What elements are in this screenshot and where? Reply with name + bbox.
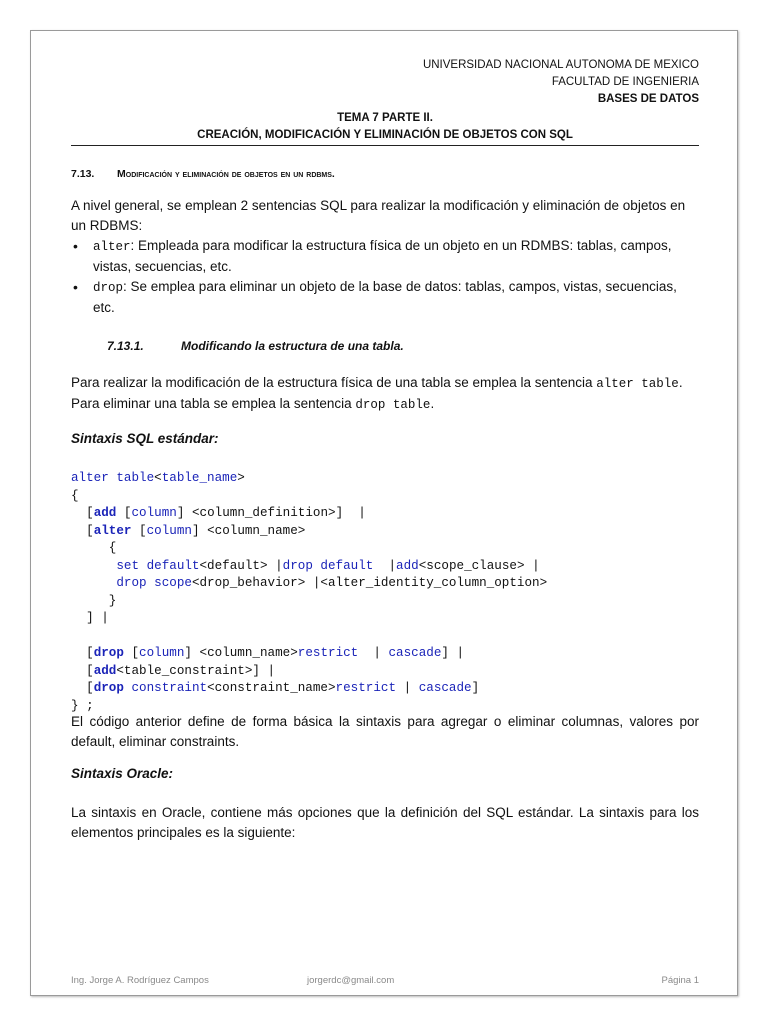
code-text: [ <box>123 646 140 660</box>
code-text: [ <box>71 681 94 695</box>
university-name: UNIVERSIDAD NACIONAL AUTONOMA DE MEXICO <box>422 59 699 71</box>
code-keyword: drop scope <box>116 576 192 590</box>
text-span: . <box>678 375 683 390</box>
code-keyword: table_name <box>161 471 238 485</box>
document-header <box>423 57 699 108</box>
modify-paragraph <box>71 373 699 415</box>
code-text: } <box>71 593 117 608</box>
code-keyword: restrict <box>297 646 359 660</box>
code-text: <constraint_name> <box>207 681 336 695</box>
oracle-paragraph: La sintaxis en Oracle, contiene más opciones que la definición del SQL estándar. La sintaxis para los elementos principales es la siguiente: <box>71 805 699 840</box>
code-text: | <box>358 646 389 660</box>
code-keyword: set default <box>116 558 200 573</box>
document-page <box>30 30 738 996</box>
faculty-name: FACULTAD DE INGENIERIA <box>551 76 699 88</box>
inline-code: alter table <box>596 377 679 391</box>
code-text: [ <box>71 506 94 520</box>
section-title: Modificación y eliminación de objetos en un rdbms. <box>117 168 335 180</box>
intro-block <box>71 196 699 318</box>
footer-email: jorgerdc@gmail.com <box>307 975 395 986</box>
code-text: <scope_clause> | <box>418 558 540 573</box>
code-text: | <box>396 681 419 695</box>
code-keyword: restrict <box>335 681 397 695</box>
text-span: Para eliminar una tabla se emplea la sentencia <box>71 396 356 411</box>
code-text: [ <box>71 523 94 538</box>
code-keyword: add <box>396 558 419 573</box>
code-text: <drop_behavior> |<alter_identity_column_option> <box>191 576 548 590</box>
inline-code: drop table <box>355 398 431 412</box>
footer-author: Ing. Jorge A. Rodríguez Campos <box>71 975 209 986</box>
text-span: . <box>430 396 435 411</box>
code-text: { <box>71 541 117 555</box>
code-keyword: alter table <box>71 471 155 485</box>
code-text: ] | <box>71 611 109 625</box>
code-keyword: drop <box>93 681 124 695</box>
bullet-code: alter <box>93 240 131 254</box>
heading-standard-syntax: Sintaxis SQL estándar: <box>71 431 219 446</box>
subsection-heading <box>107 339 404 353</box>
code-keyword: cascade <box>418 681 472 695</box>
code-text: [ <box>71 646 94 660</box>
code-text: ] <column_name> <box>191 523 306 538</box>
code-keyword: column <box>146 523 192 538</box>
code-text: [ <box>71 663 94 678</box>
code-keyword: alter <box>93 523 132 538</box>
code-text: ] <box>471 681 480 695</box>
code-text: } ; <box>71 698 94 713</box>
code-text: ] <column_name> <box>184 646 298 660</box>
code-text <box>71 559 116 573</box>
list-item <box>71 277 699 318</box>
code-text: [ <box>131 523 147 538</box>
code-keyword: add <box>93 663 117 678</box>
section-number: 7.13. <box>71 168 95 180</box>
code-text: > <box>237 471 245 485</box>
code-keyword: cascade <box>388 646 442 660</box>
code-keyword: drop <box>93 646 124 660</box>
course-name: BASES DE DATOS <box>597 93 699 105</box>
footer-page-number: Página 1 <box>661 975 699 986</box>
list-item <box>71 236 699 277</box>
code-text: [ <box>116 506 132 520</box>
code-text: ] <column_definition>] | <box>176 506 366 520</box>
topic-line-2: CREACIÓN, MODIFICACIÓN Y ELIMINACIÓN DE OBJETOS CON SQL <box>197 129 573 141</box>
code-text: < <box>154 471 162 485</box>
bullet-text: : Se emplea para eliminar un objeto de la base de datos: tablas, campos, vistas, secuencias, etc. <box>93 279 677 315</box>
header-rule <box>71 145 699 146</box>
intro-paragraph: A nivel general, se emplean 2 sentencias SQL para realizar la modificación y eliminación de objetos en un RDBMS: <box>71 198 686 233</box>
code-text: { <box>71 488 79 503</box>
code-keyword: constraint <box>131 681 208 695</box>
topic-line-1: TEMA 7 PARTE II. <box>337 112 433 124</box>
sql-code-block <box>71 470 699 715</box>
code-text: ] | <box>441 646 465 660</box>
code-keyword: column <box>131 506 177 520</box>
heading-oracle-syntax: Sintaxis Oracle: <box>71 766 174 781</box>
code-text: <default> | <box>199 558 283 573</box>
code-keyword: drop default <box>282 558 374 573</box>
subsection-title: Modificando la estructura de una tabla. <box>181 339 404 353</box>
code-keyword: add <box>93 506 117 520</box>
bullet-text: : Empleada para modificar la estructura física de un objeto en un RDMBS: tablas, campos, vistas, secuencias, etc. <box>93 238 672 274</box>
text-span: Para realizar la modificación de la estructura física de una tabla se emplea la sentencia <box>71 375 597 390</box>
bullet-code: drop <box>93 281 124 295</box>
code-description-paragraph: El código anterior define de forma básica la sintaxis para agregar o eliminar columnas, valores por default, eliminar constraints. <box>71 714 699 749</box>
code-text: <table_constraint>] | <box>116 663 276 678</box>
code-keyword: column <box>139 646 185 660</box>
bullet-list <box>71 236 699 318</box>
subsection-number: 7.13.1. <box>107 339 144 353</box>
code-text <box>71 576 116 590</box>
topic-title <box>71 110 699 144</box>
code-text: | <box>373 558 397 573</box>
section-heading <box>71 168 335 180</box>
